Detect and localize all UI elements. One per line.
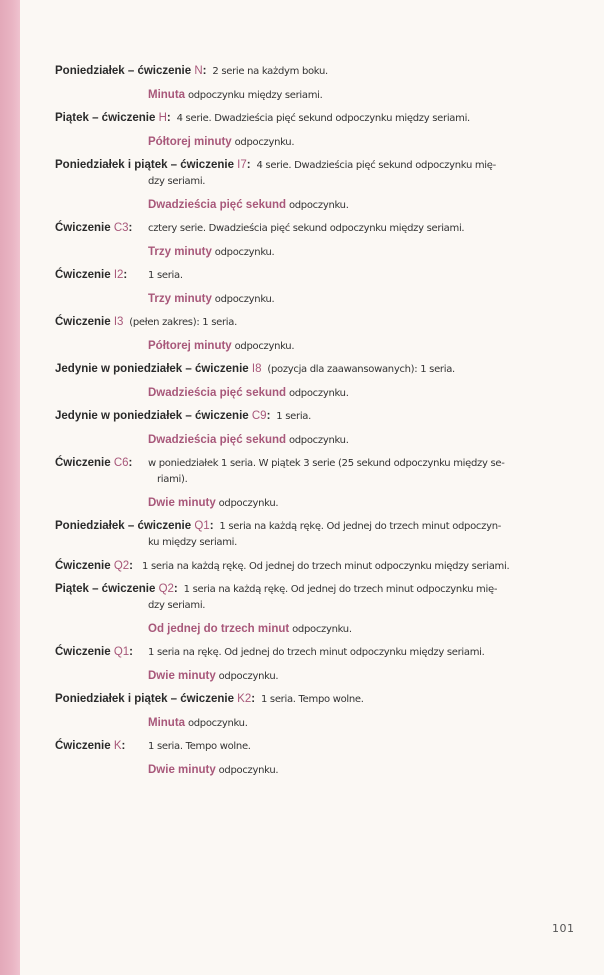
exercise-label: Ćwiczenie Q1: <box>55 646 133 658</box>
exercise-entry <box>55 691 555 708</box>
rest-note: Dwie minuty odpoczynku. <box>148 496 279 509</box>
exercise-entry <box>55 361 555 378</box>
exercise-entry <box>55 558 555 575</box>
exercise-entry <box>55 455 555 488</box>
rest-note: Półtorej minuty odpoczynku. <box>148 135 295 148</box>
exercise-entry <box>55 220 555 237</box>
exercise-entry <box>55 63 555 80</box>
exercise-text: w poniedziałek 1 seria. W piątek 3 serie (25 sekund odpoczynku między se- <box>148 458 505 469</box>
exercise-label: Jedynie w poniedziałek – ćwiczenie C9: <box>55 410 271 422</box>
exercise-label: Poniedziałek – ćwiczenie N: <box>55 65 207 77</box>
rest-note: Trzy minuty odpoczynku. <box>148 245 275 258</box>
rest-note: Od jednej do trzech minut odpoczynku. <box>148 622 352 635</box>
rest-note: Minuta odpoczynku. <box>148 716 248 729</box>
exercise-label: Piątek – ćwiczenie Q2: <box>55 583 178 595</box>
exercise-text: 2 serie na każdym boku. <box>209 66 328 77</box>
exercise-entry <box>55 267 555 284</box>
exercise-text-cont: dzy seriami. <box>148 600 206 611</box>
exercise-text-cont: dzy seriami. <box>148 176 206 187</box>
exercise-text: 4 serie. Dwadzieścia pięć sekund odpoczynku między seriami. <box>173 113 470 124</box>
rest-note: Dwie minuty odpoczynku. <box>148 669 279 682</box>
exercise-label: Ćwiczenie C6: <box>55 457 133 469</box>
rest-note: Półtorej minuty odpoczynku. <box>148 339 295 352</box>
exercise-entry <box>55 581 555 614</box>
exercise-text: 1 seria. Tempo wolne. <box>148 741 251 752</box>
page-number: 101 <box>552 922 575 935</box>
page-edge-tint <box>0 0 20 975</box>
rest-note: Dwadzieścia pięć sekund odpoczynku. <box>148 386 349 399</box>
exercise-label: Poniedziałek i piątek – ćwiczenie I7: <box>55 159 251 171</box>
exercise-label: Ćwiczenie I3 <box>55 316 124 328</box>
exercise-entry <box>55 408 555 425</box>
exercise-text-cont: riami). <box>157 474 188 485</box>
exercise-text: 1 seria na każdą rękę. Od jednej do trzech minut odpoczynku mię- <box>180 584 498 595</box>
exercise-text: cztery serie. Dwadzieścia pięć sekund odpoczynku między seriami. <box>148 223 465 234</box>
exercise-entry <box>55 738 555 755</box>
exercise-entry <box>55 314 555 331</box>
exercise-entry <box>55 518 555 551</box>
rest-note: Dwadzieścia pięć sekund odpoczynku. <box>148 433 349 446</box>
exercise-label: Poniedziałek i piątek – ćwiczenie K2: <box>55 693 256 705</box>
exercise-text: 4 serie. Dwadzieścia pięć sekund odpoczynku mię- <box>253 160 496 171</box>
exercise-label: Piątek – ćwiczenie H: <box>55 112 171 124</box>
exercise-label: Ćwiczenie K: <box>55 740 126 752</box>
rest-note: Dwie minuty odpoczynku. <box>148 763 279 776</box>
exercise-entry <box>55 110 555 127</box>
exercise-text: (pozycja dla zaawansowanych): 1 seria. <box>264 364 455 375</box>
exercise-text: (pełen zakres): 1 seria. <box>126 317 237 328</box>
exercise-text-cont: ku między seriami. <box>148 537 238 548</box>
exercise-text: 1 seria. <box>273 411 312 422</box>
exercise-label: Ćwiczenie C3: <box>55 222 133 234</box>
exercise-text: 1 seria. Tempo wolne. <box>258 694 364 705</box>
exercise-schedule <box>55 63 555 785</box>
rest-note: Dwadzieścia pięć sekund odpoczynku. <box>148 198 349 211</box>
exercise-label: Jedynie w poniedziałek – ćwiczenie I8 <box>55 363 262 375</box>
exercise-text: 1 seria. <box>148 270 183 281</box>
rest-note: Trzy minuty odpoczynku. <box>148 292 275 305</box>
exercise-entry <box>55 644 555 661</box>
exercise-entry <box>55 157 555 190</box>
exercise-text: 1 seria na każdą rękę. Od jednej do trzech minut odpoczyn- <box>216 521 502 532</box>
exercise-label: Ćwiczenie I2: <box>55 269 128 281</box>
exercise-text: 1 seria na rękę. Od jednej do trzech minut odpoczynku między seriami. <box>148 647 485 658</box>
exercise-text: 1 seria na każdą rękę. Od jednej do trzech minut odpoczynku między seriami. <box>142 560 510 572</box>
exercise-label: Poniedziałek – ćwiczenie Q1: <box>55 520 214 532</box>
exercise-label: Ćwiczenie Q2: <box>55 559 133 572</box>
rest-note: Minuta odpoczynku między seriami. <box>148 88 323 101</box>
